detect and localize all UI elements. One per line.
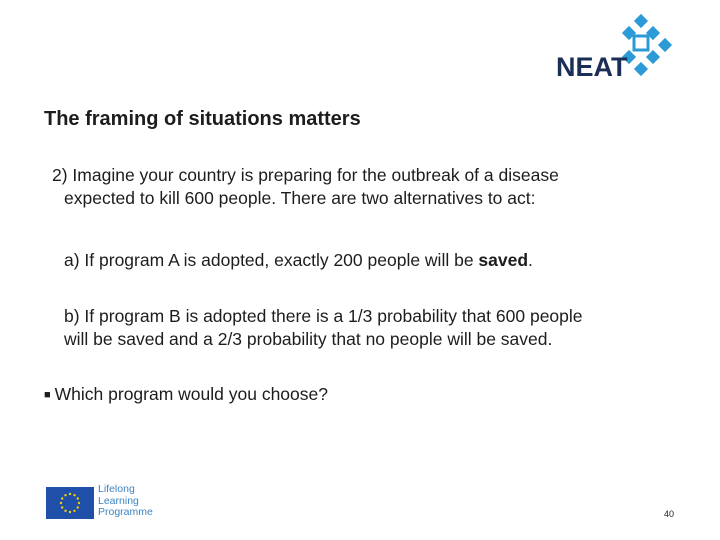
- option-a-suffix: .: [528, 250, 533, 270]
- page-number: 40: [664, 509, 675, 519]
- diamond-cluster-icon: [622, 14, 672, 76]
- option-a-bold: saved: [478, 250, 529, 270]
- slide-title: The framing of situations matters: [44, 108, 361, 130]
- eu-star-icon: [77, 497, 79, 499]
- programme-line-1: Lifelong: [98, 483, 135, 495]
- logo-text: NEAT: [556, 52, 628, 82]
- eu-star-icon: [69, 511, 71, 513]
- eu-star-icon: [61, 497, 63, 499]
- eu-star-icon: [73, 494, 75, 496]
- bullet-question: [44, 383, 328, 407]
- eu-star-icon: [69, 493, 71, 495]
- option-b: [64, 305, 684, 351]
- eu-star-icon: [60, 502, 62, 504]
- eu-star-icon: [61, 506, 63, 508]
- square-bullet-icon: ■: [44, 389, 51, 401]
- option-b-line-2: will be saved and a 2/3 probability that no people will be saved.: [64, 329, 553, 349]
- option-a: [64, 249, 533, 272]
- question-line-2: expected to kill 600 people. There are two alternatives to act:: [64, 188, 536, 208]
- question-text: [52, 164, 692, 210]
- eu-star-icon: [64, 494, 66, 496]
- eu-star-icon: [77, 506, 79, 508]
- option-b-line-1: b) If program B is adopted there is a 1/3 probability that 600 people: [64, 306, 583, 326]
- option-a-prefix: a) If program A is adopted, exactly 200 people will be: [64, 250, 479, 270]
- programme-line-2: Learning: [98, 494, 139, 507]
- eu-star-icon: [73, 510, 75, 512]
- bullet-text: Which program would you choose?: [54, 384, 328, 404]
- eu-star-icon: [64, 510, 66, 512]
- programme-line-3: Programme: [98, 506, 153, 518]
- eu-star-icon: [78, 502, 80, 504]
- eu-flag-icon: [46, 487, 94, 519]
- question-line-1: 2) Imagine your country is preparing for the outbreak of a disease: [52, 165, 559, 185]
- lifelong-learning-programme-label: [98, 484, 153, 519]
